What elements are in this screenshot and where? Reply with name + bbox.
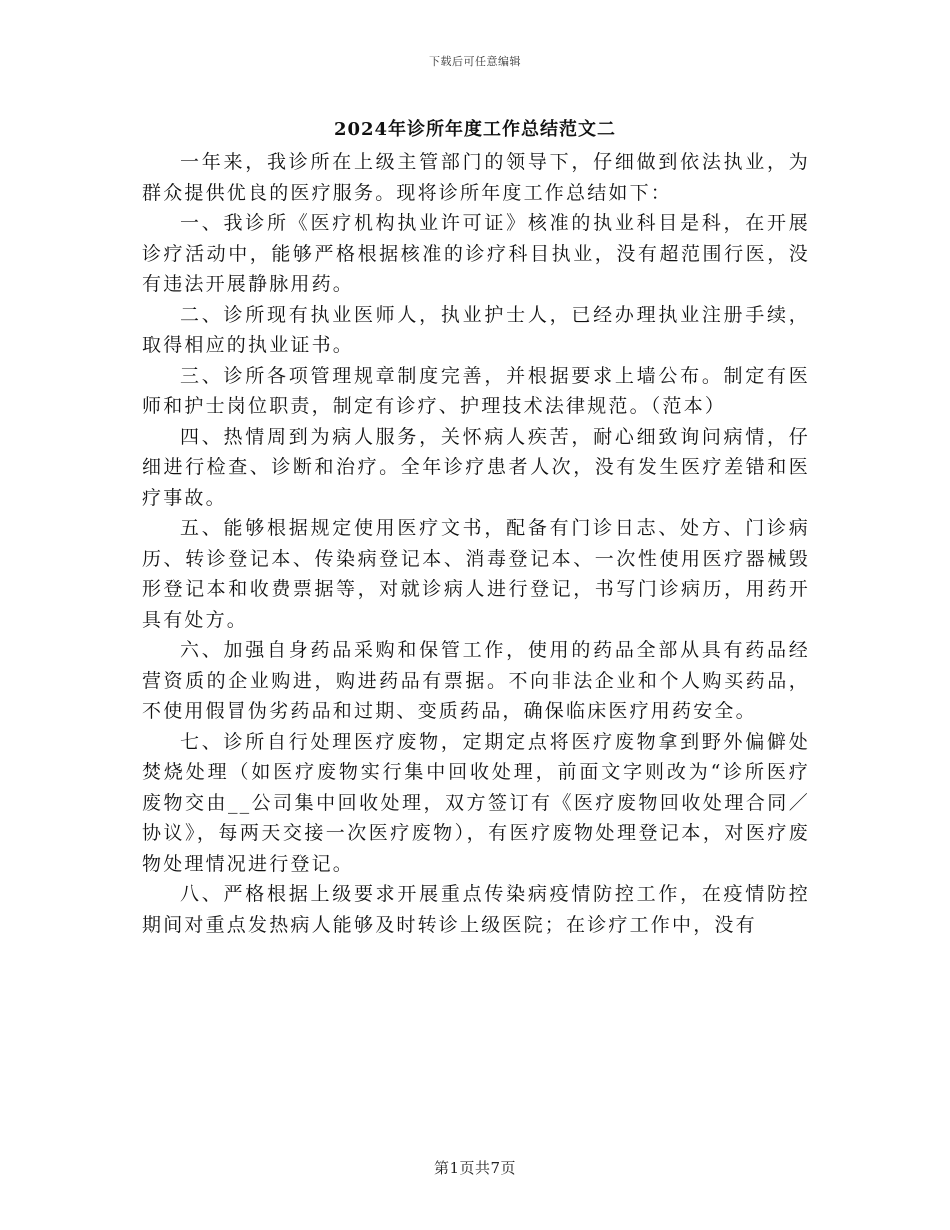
paragraph-7: 七、诊所自行处理医疗废物，定期定点将医疗废物拿到野外偏僻处焚烧处理（如医疗废物实行集中回收处理，前面文字则改为“诊所医疗废物交由__公司集中回收处理，双方签订有《医疗废物回收处理合同／协议》，每两天交接一次医疗废物），有医疗废物处理登记本，对医疗废物处理情况进行登记。 [142,730,810,875]
paragraph-8: 八、严格根据上级要求开展重点传染病疫情防控工作，在疫情防控期间对重点发热病人能够及时转诊上级医院；在诊疗工作中，没有 [142,883,810,936]
paragraph-intro: 一年来，我诊所在上级主管部门的领导下，仔细做到依法执业，为群众提供优良的医疗服务。现将诊所年度工作总结如下： [142,151,810,204]
document-body [142,147,810,940]
paragraph-2: 二、诊所现有执业医师人，执业护士人，已经办理执业注册手续，取得相应的执业证书。 [142,303,810,356]
paragraph-4: 四、热情周到为病人服务，关怀病人疾苦，耐心细致询问病情，仔细进行检查、诊断和治疗。全年诊疗患者人次，没有发生医疗差错和医疗事故。 [142,425,810,509]
paragraph-5: 五、能够根据规定使用医疗文书，配备有门诊日志、处方、门诊病历、转诊登记本、传染病登记本、消毒登记本、一次性使用医疗器械毁形登记本和收费票据等，对就诊病人进行登记，书写门诊病历，用药开具有处方。 [142,517,810,631]
paragraph-3: 三、诊所各项管理规章制度完善，并根据要求上墙公布。制定有医师和护士岗位职责，制定有诊疗、护理技术法律规范。（范本） [142,364,810,417]
document-title: 2024年诊所年度工作总结范文二 [333,119,617,140]
paragraph-1: 一、我诊所《医疗机构执业许可证》核准的执业科目是科，在开展诊疗活动中，能够严格根据核准的诊疗科目执业，没有超范围行医，没有违法开展静脉用药。 [142,212,810,295]
header-note: 下载后可任意编辑 [429,55,521,68]
paragraph-6: 六、加强自身药品采购和保管工作，使用的药品全部从具有药品经营资质的企业购进，购进药品有票据。不向非法企业和个人购买药品，不使用假冒伪劣药品和过期、变质药品，确保临床医疗用药安全。 [142,639,810,722]
page-footer: 第1页共7页 [433,1159,517,1177]
